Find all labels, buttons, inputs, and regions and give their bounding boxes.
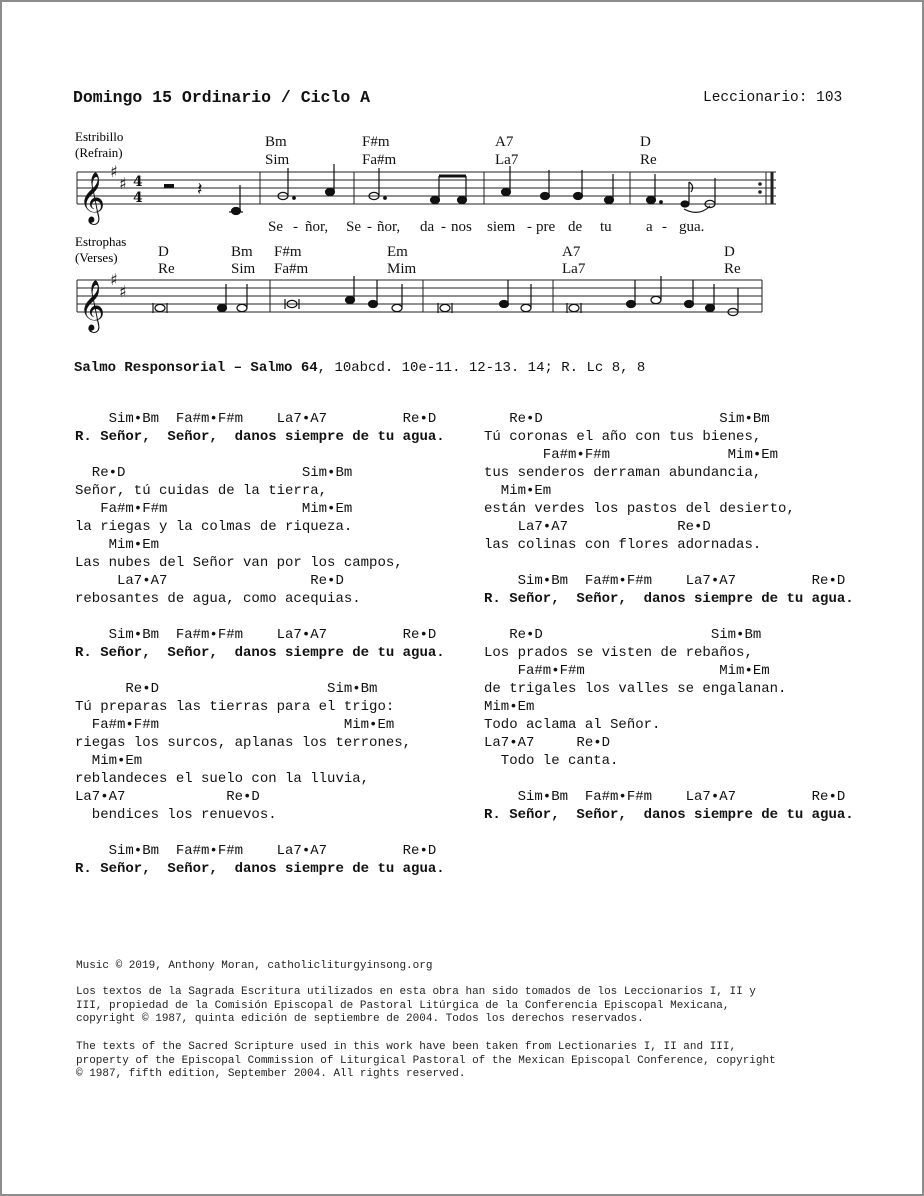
- lyric: -: [662, 219, 667, 235]
- verse-line: La7•A7 Re•D: [484, 735, 611, 751]
- sharp-icon: ♯: [110, 162, 118, 181]
- refrain-line: R. Señor, Señor, danos siempre de tu agua.: [75, 429, 445, 445]
- verse-line: Todo aclama al Señor.: [484, 717, 661, 733]
- chord-es: Fa#m: [274, 261, 309, 277]
- verse-line: Fa#m•F#m Mim•Em: [75, 717, 395, 733]
- chord-es: Mim: [387, 261, 417, 277]
- sheet-music: [0, 0, 924, 340]
- refrain-line: R. Señor, Señor, danos siempre de tu agua.: [75, 861, 445, 877]
- verse-line: La7•A7 Re•D: [484, 519, 711, 535]
- chord-en: D: [158, 244, 169, 260]
- verse-line: Señor, tú cuidas de la tierra,: [75, 483, 328, 499]
- verse-line: bendices los renuevos.: [75, 807, 277, 823]
- right-column: [484, 410, 854, 824]
- verse-line: Fa#m•F#m Mim•Em: [75, 501, 353, 517]
- psalm-title: Salmo Responsorial – Salmo 64: [74, 360, 318, 376]
- half-rest-icon: [164, 184, 174, 188]
- verse-line: Sim•Bm Fa#m•F#m La7•A7 Re•D: [75, 411, 437, 427]
- lyric: -: [527, 219, 532, 235]
- verses-label-en: (Verses): [75, 250, 118, 265]
- time-signature-bottom: 4: [133, 190, 143, 206]
- lyric: -: [367, 219, 372, 235]
- verse-line: Las nubes del Señor van por los campos,: [75, 555, 403, 571]
- treble-clef-icon: 𝄞: [79, 172, 106, 223]
- verse-chords: [158, 244, 741, 277]
- verse-line: reblandeces el suelo con la lluvia,: [75, 771, 370, 787]
- verse-line: Re•D Sim•Bm: [75, 681, 378, 697]
- verses-label: Estrophas: [75, 234, 127, 249]
- lyric: a: [646, 219, 653, 235]
- chord-en: A7: [495, 134, 514, 150]
- verse-line: riegas los surcos, aplanas los terrones,: [75, 735, 412, 751]
- verse-line: Re•D Sim•Bm: [75, 465, 353, 481]
- verse-line: [75, 446, 445, 464]
- verse-line: Re•D Sim•Bm: [484, 627, 762, 643]
- verse-line: están verdes los pastos del desierto,: [484, 501, 795, 517]
- refrain-chords: [265, 134, 657, 168]
- chord-en: Bm: [231, 244, 253, 260]
- sharp-icon: ♯: [119, 174, 127, 193]
- verse-line: la riegas y la colmas de riqueza.: [75, 519, 353, 535]
- verse-line: La7•A7 Re•D: [75, 789, 260, 805]
- verse-line: [484, 608, 854, 626]
- lyric: da: [420, 219, 435, 235]
- verse-line: [484, 554, 854, 572]
- chord-es: La7: [562, 261, 586, 277]
- time-signature-top: 4: [133, 174, 143, 190]
- left-column: [75, 410, 445, 878]
- lyric: ñor,: [377, 219, 401, 235]
- english-copyright-notice: The texts of the Sacred Scripture used in this work have been taken from Lectionaries I, II and III, property of the Episcopal Commission of Liturgical Pastoral of the Mexican Episcopal Conference, copyright © 1987, fifth edition, September 2004. All rights reserved.: [76, 1041, 776, 1080]
- chord-en: F#m: [274, 244, 302, 260]
- lyric: -: [441, 219, 446, 235]
- verse-line: Sim•Bm Fa#m•F#m La7•A7 Re•D: [484, 789, 846, 805]
- sharp-icon: ♯: [119, 282, 127, 301]
- lyric: tu: [600, 219, 612, 235]
- lyric: Se: [268, 219, 283, 235]
- verse-line: Fa#m•F#m Mim•Em: [484, 663, 770, 679]
- psalm-reference: [74, 360, 645, 376]
- spanish-copyright-notice: Los textos de la Sagrada Escritura utilizados en esta obra han sido tomados de los Leccionarios I, II y III, propiedad de la Comisión Episcopal de Pastoral Litúrgica de la Conferencia Episcopal Mexicana, copyright © 1987, quinta edición de septiembre de 2004. Todos los derechos reservados.: [76, 986, 756, 1025]
- verse-line: Todo le canta.: [484, 753, 619, 769]
- lyric: gua.: [679, 219, 705, 235]
- leccionario-number: Leccionario: 103: [703, 90, 843, 106]
- lyric: nos: [451, 219, 472, 235]
- refrain-line: R. Señor, Señor, danos siempre de tu agua.: [484, 591, 854, 607]
- chord-en: F#m: [362, 134, 390, 150]
- verse-line: [75, 608, 445, 626]
- verse-line: Mim•Em: [484, 483, 552, 499]
- refrain-staff: [77, 172, 776, 204]
- verse-line: Los prados se visten de rebaños,: [484, 645, 753, 661]
- lyric: ñor,: [305, 219, 329, 235]
- verse-line: Sim•Bm Fa#m•F#m La7•A7 Re•D: [75, 627, 437, 643]
- refrain-lyrics: [268, 219, 704, 235]
- verse-line: Tú coronas el año con tus bienes,: [484, 429, 762, 445]
- psalm-verses: , 10abcd. 10e-11. 12-13. 14; R. Lc 8, 8: [317, 360, 646, 376]
- refrain-line: R. Señor, Señor, danos siempre de tu agua.: [484, 807, 854, 823]
- chord-es: Fa#m: [362, 152, 397, 168]
- lyric: de: [568, 219, 583, 235]
- chord-en: Bm: [265, 134, 287, 150]
- lyric: Se: [346, 219, 361, 235]
- chord-en: D: [640, 134, 651, 150]
- refrain-line: R. Señor, Señor, danos siempre de tu agua.: [75, 645, 445, 661]
- treble-clef-icon: 𝄞: [79, 280, 106, 331]
- chord-es: La7: [495, 152, 519, 168]
- verse-line: rebosantes de agua, como acequias.: [75, 591, 361, 607]
- music-credit: Music © 2019, Anthony Moran, catholicliturgyinsong.org: [76, 960, 433, 972]
- verse-line: [484, 770, 854, 788]
- verse-line: Sim•Bm Fa#m•F#m La7•A7 Re•D: [75, 843, 437, 859]
- verse-line: Tú preparas las tierras para el trigo:: [75, 699, 395, 715]
- lyric: siem: [487, 219, 516, 235]
- chord-es: Re: [158, 261, 175, 277]
- verses-staff: [77, 280, 762, 312]
- chord-es: Re: [724, 261, 741, 277]
- chord-es: Re: [640, 152, 657, 168]
- page-title: Domingo 15 Ordinario / Ciclo A: [73, 88, 371, 107]
- sharp-icon: ♯: [110, 270, 118, 289]
- verse-line: las colinas con flores adornadas.: [484, 537, 762, 553]
- verse-line: de trigales los valles se engalanan.: [484, 681, 787, 697]
- lyric: -: [293, 219, 298, 235]
- chord-en: Em: [387, 244, 408, 260]
- quarter-rest-icon: 𝄽: [197, 179, 203, 200]
- verse-line: Mim•Em: [484, 699, 535, 715]
- verse-line: Re•D Sim•Bm: [484, 411, 770, 427]
- refrain-label-en: (Refrain): [75, 145, 123, 160]
- chord-es: Sim: [231, 261, 256, 277]
- chord-en: D: [724, 244, 735, 260]
- verse-line: Mim•Em: [75, 537, 160, 553]
- verse-line: Fa#m•F#m Mim•Em: [484, 447, 779, 463]
- verse-line: tus senderos derraman abundancia,: [484, 465, 762, 481]
- verse-line: Sim•Bm Fa#m•F#m La7•A7 Re•D: [484, 573, 846, 589]
- verse-line: La7•A7 Re•D: [75, 573, 344, 589]
- lyric: pre: [536, 219, 556, 235]
- verse-line: [75, 662, 445, 680]
- refrain-label: Estribillo: [75, 129, 124, 144]
- chord-en: A7: [562, 244, 581, 260]
- chord-es: Sim: [265, 152, 290, 168]
- verse-line: Mim•Em: [75, 753, 143, 769]
- verse-line: [75, 824, 445, 842]
